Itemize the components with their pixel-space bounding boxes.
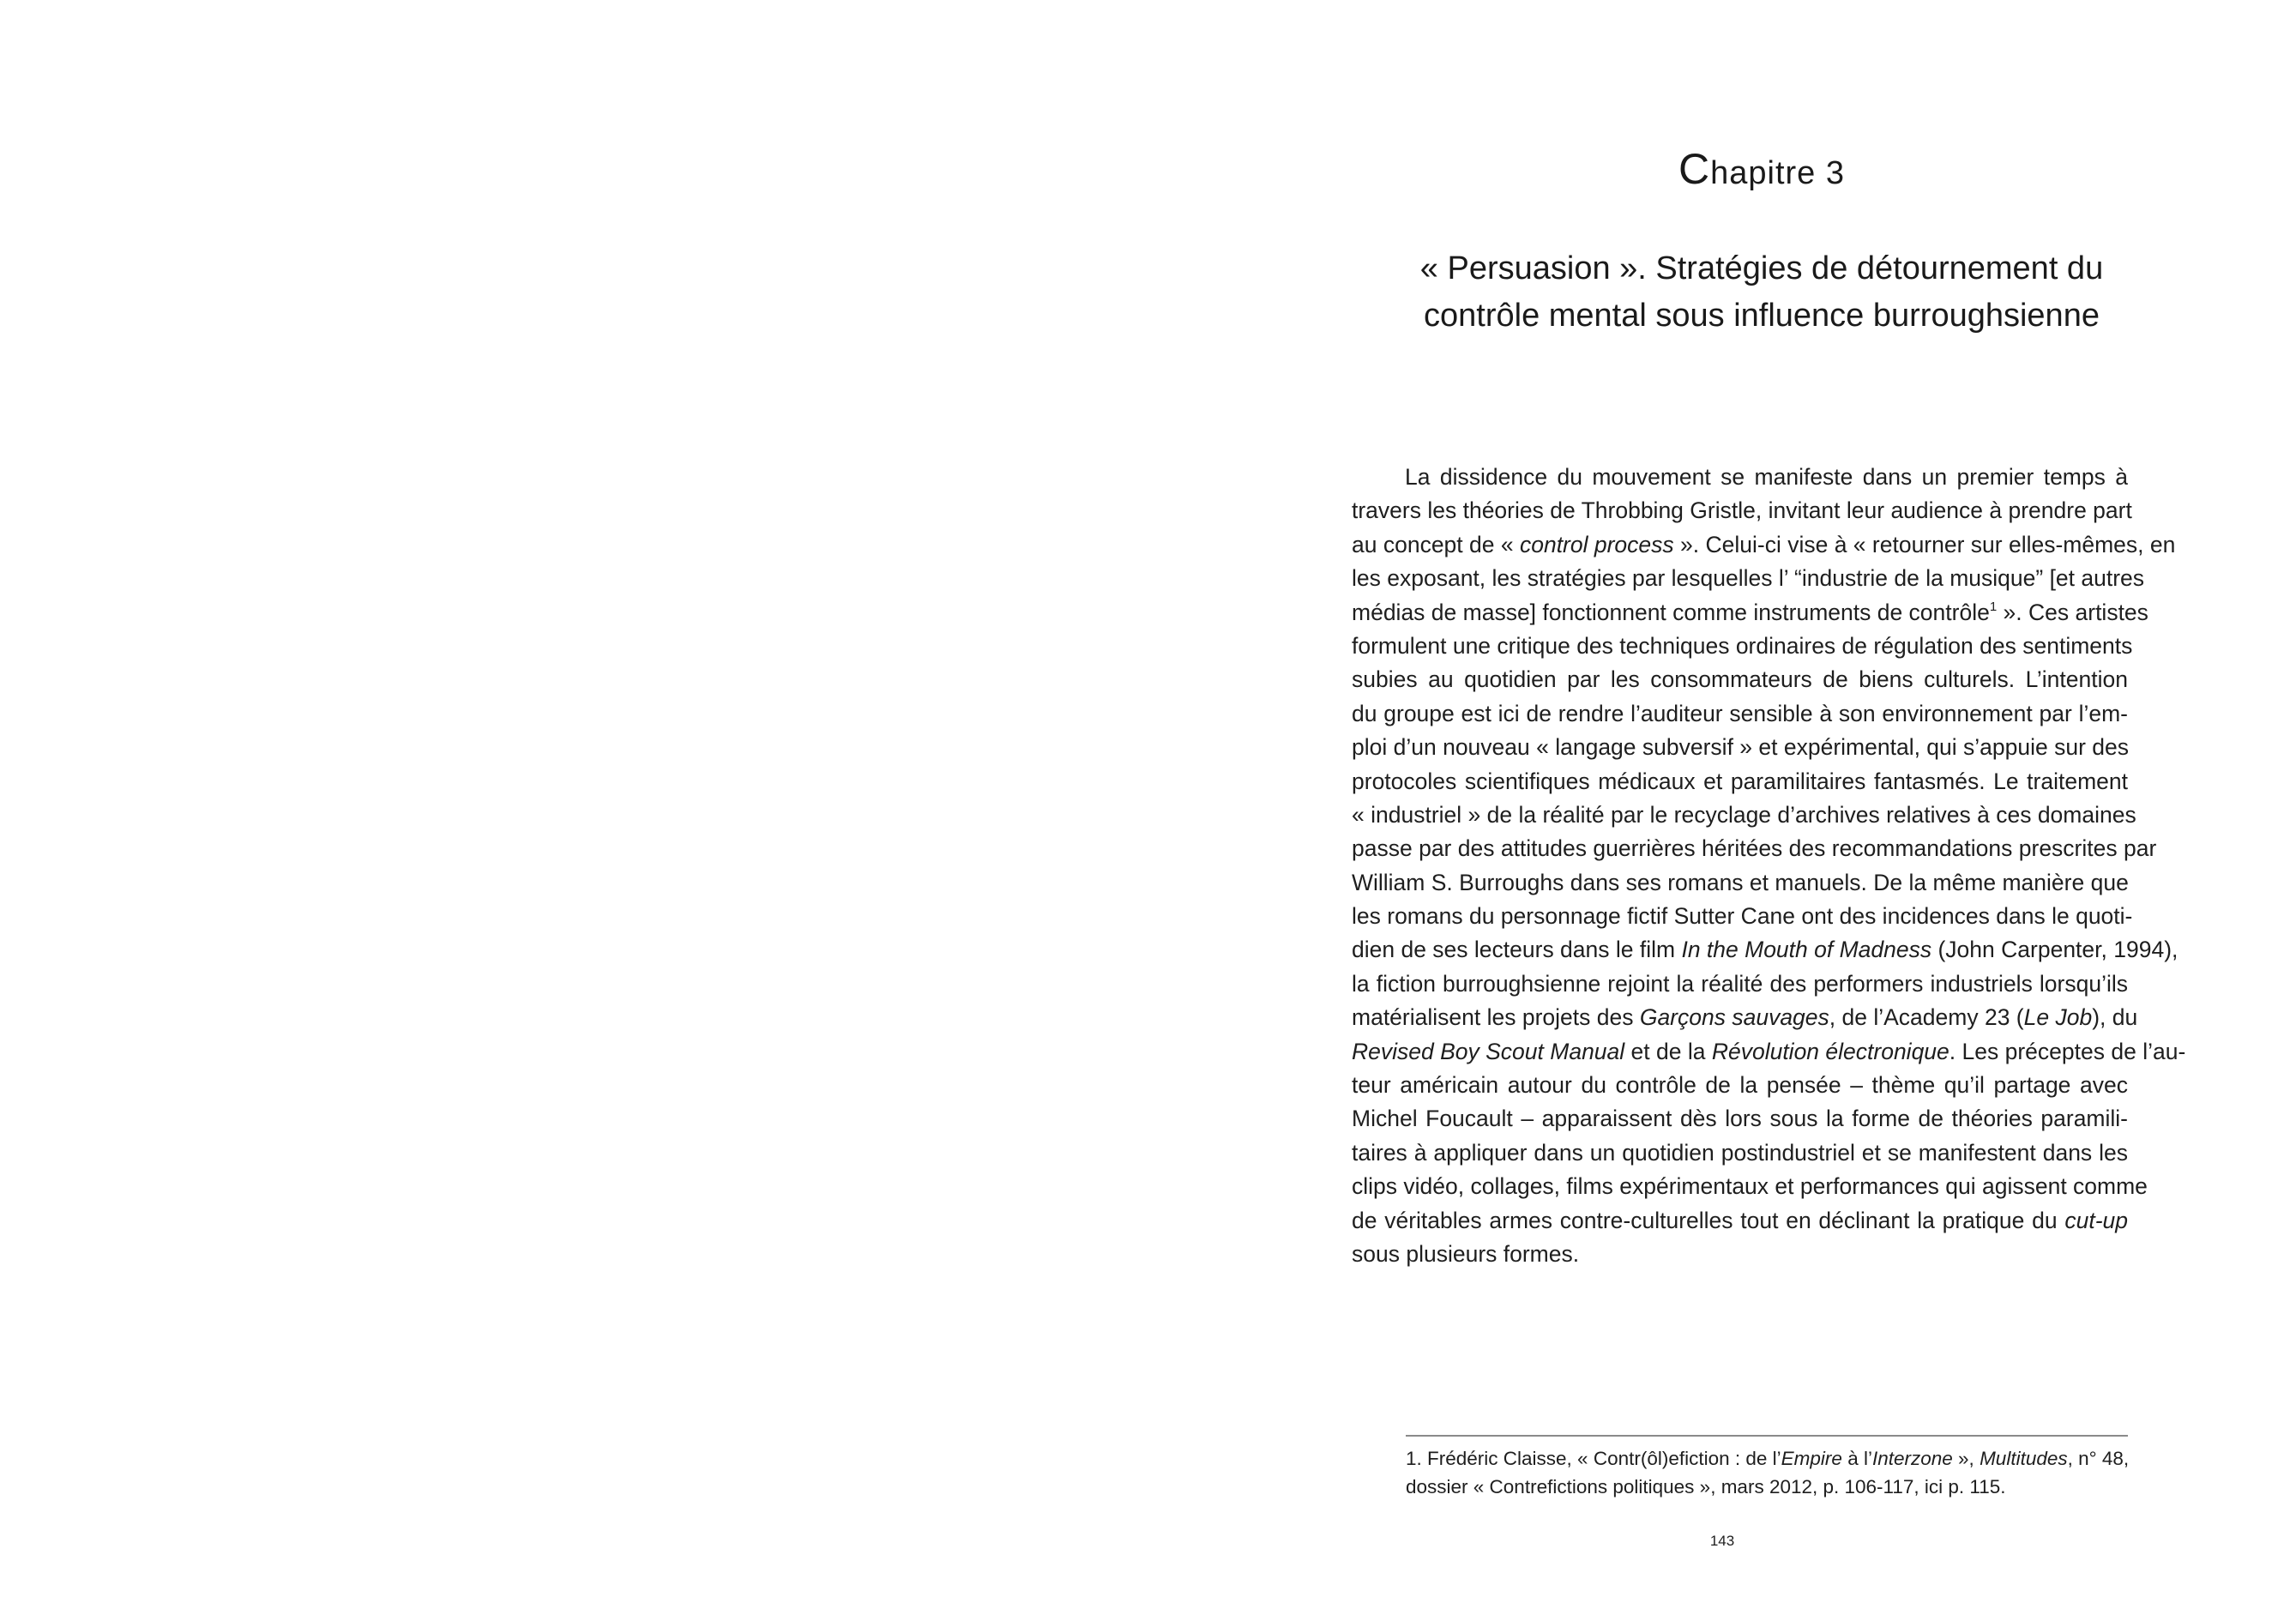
text-line [1352, 528, 2176, 562]
text-line: clips vidéo, collages, films expérimentaux et performances qui agissent comme [1352, 1173, 2148, 1200]
text-line: travers les théories de Throbbing Gristle, invitant leur audience à prendre part [1352, 497, 2132, 524]
text-line: subies au quotidien par les consommateurs de biens culturels. L’intention [1352, 666, 2128, 693]
text-line: sous plusieurs formes. [1352, 1240, 1580, 1267]
italic-title: Empire [1781, 1448, 1842, 1469]
italic-title: In the Mouth of Madness [1681, 937, 1932, 963]
text-segment: matérialisent les projets des [1352, 1004, 1640, 1031]
chapter-title-line: contrôle mental sous influence burroughsienne [1424, 298, 2100, 334]
text-line: « industriel » de la réalité par le recyclage d’archives relatives à ces domaines [1352, 801, 2136, 828]
text-segment: ». Ces artistes [1997, 599, 2148, 625]
footnote-line: dossier « Contrefictions politiques », mars 2012, p. 106-117, ici p. 115. [1406, 1476, 2006, 1497]
text-line: teur américain autour du contrôle de la pensée – thème qu’il partage avec [1352, 1072, 2128, 1099]
page-number: 143 [1709, 1533, 1735, 1549]
text-segment: », [1952, 1448, 1980, 1469]
text-line: ploi d’un nouveau « langage subversif » et expérimental, qui s’appuie sur des [1352, 734, 2130, 761]
text-line: William S. Burroughs dans ses romans et manuels. De la même manière que [1352, 869, 2129, 895]
text-segment: médias de masse] fonctionnent comme instruments de contrôle [1352, 599, 1990, 625]
text-segment: , n° 48, [2067, 1448, 2130, 1469]
text-line: du groupe est ici de rendre l’auditeur sensible à son environnement par l’em- [1352, 700, 2128, 726]
body-paragraph [1352, 461, 2186, 1271]
text-segment: . Les préceptes de l’au- [1949, 1038, 2186, 1064]
text-line: Michel Foucault – apparaissent dès lors sous la forme de théories paramili- [1352, 1106, 2128, 1132]
italic-title: Interzone [1871, 1448, 1953, 1469]
text-segment: dien de ses lecteurs dans le film [1352, 937, 1682, 963]
text-line [1352, 1035, 2186, 1069]
chapter-title [1311, 245, 2212, 340]
text-segment: au concept de « [1352, 531, 1520, 557]
text-segment: , de l’Academy 23 ( [1829, 1004, 2024, 1031]
text-segment: ». Celui-ci vise à « retourner sur elles-mêmes, en [1673, 531, 2176, 557]
text-segment: à l’ [1841, 1448, 1872, 1469]
text-segment: ), du [2092, 1004, 2138, 1031]
italic-title: Révolution électronique [1711, 1038, 1949, 1064]
text-line [1352, 596, 2148, 630]
italic-term: cut-up [2064, 1207, 2128, 1233]
text-segment: de véritables armes contre-culturelles tout en déclinant la pratique du [1352, 1207, 2065, 1233]
footnote [1406, 1444, 2128, 1501]
text-line: La dissidence du mouvement se manifeste dans un premier temps à [1405, 464, 2128, 490]
text-segment: (John Carpenter, 1994), [1931, 937, 2178, 963]
italic-title: Le Job [2023, 1004, 2093, 1031]
text-line: taires à appliquer dans un quotidien postindustriel et se manifestent dans les [1352, 1139, 2128, 1166]
text-segment: 1. Frédéric Claisse, « Contr(ôl)efiction : de l’ [1406, 1448, 1781, 1469]
text-line [1352, 1204, 2128, 1238]
italic-title: Revised Boy Scout Manual [1352, 1038, 1625, 1064]
text-line: passe par des attitudes guerrières héritées des recommandations prescrites par [1352, 835, 2157, 862]
footnote-divider [1406, 1435, 2128, 1437]
text-line: protocoles scientifiques médicaux et paramilitaires fantasmés. Le traitement [1352, 768, 2128, 794]
footnote-line [1406, 1444, 2128, 1473]
text-line [1352, 933, 2178, 967]
text-line: la fiction burroughsienne rejoint la réalité des performers industriels lorsqu’ils [1352, 970, 2128, 997]
chapter-heading [1354, 144, 2169, 194]
chapter-title-line: « Persuasion ». Stratégies de détournement du [1419, 250, 2104, 286]
italic-title: Garçons sauvages [1639, 1004, 1829, 1031]
chapter-heading-initial: C [1678, 145, 1711, 193]
text-line: les romans du personnage fictif Sutter Cane ont des incidences dans le quoti- [1352, 903, 2133, 930]
text-line [1352, 1001, 2138, 1034]
text-line: les exposant, les stratégies par lesquelles l’ “industrie de la musique” [et autres [1352, 565, 2145, 592]
italic-title: Multitudes [1980, 1448, 2068, 1469]
right-page [1148, 0, 2296, 1621]
chapter-heading-rest: hapitre 3 [1710, 155, 1845, 191]
text-segment: et de la [1624, 1038, 1712, 1064]
footnote-reference[interactable]: 1 [1989, 599, 1998, 614]
text-line: formulent une critique des techniques ordinaires de régulation des sentiments [1352, 632, 2133, 659]
italic-term: control process [1519, 531, 1674, 557]
